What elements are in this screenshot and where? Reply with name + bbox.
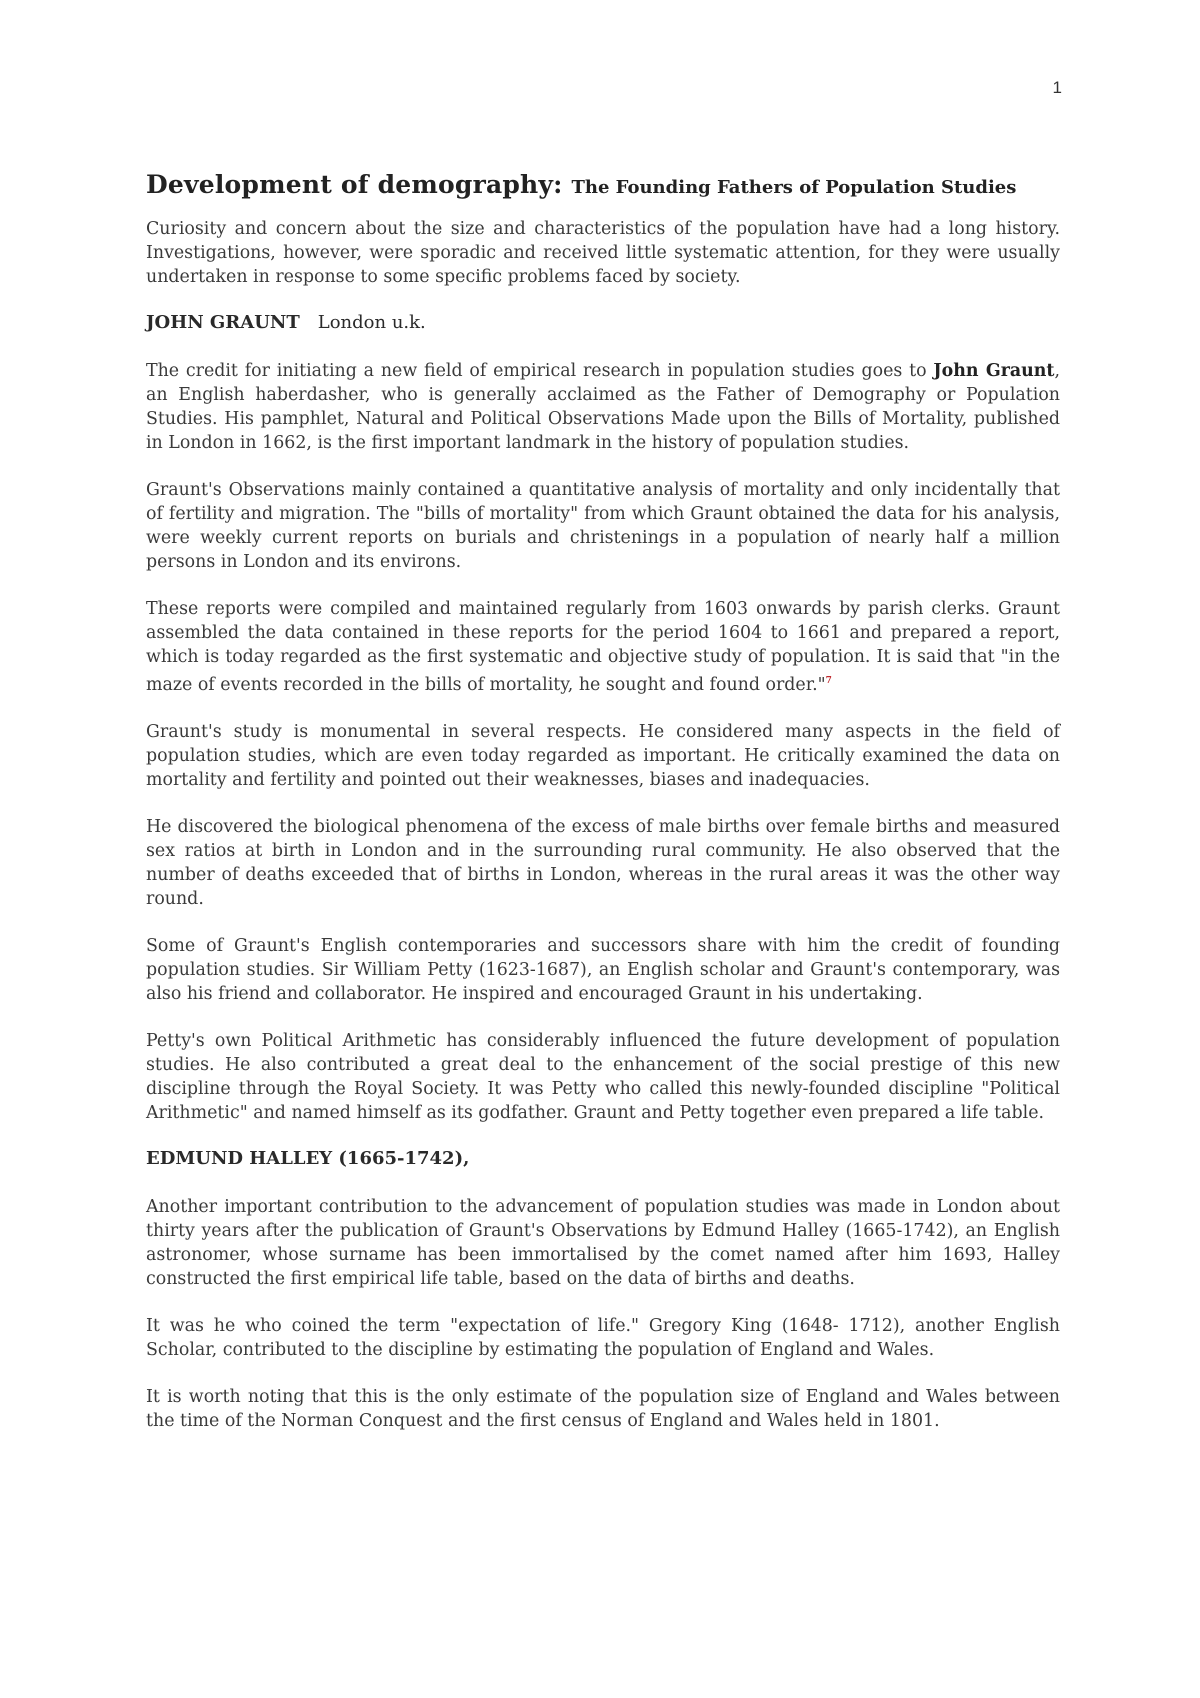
section-heading-graunt-name: JOHN GRAUNT	[146, 312, 300, 333]
graunt-paragraph-7: Petty's own Political Arithmetic has considerably influenced the future development of population studies. He also contributed a great deal to the enhancement of the social prestige of this new discipline through the Royal Society. It was Petty who called this newly-founded discipline "Political Arithmetic" and named himself as its godfather. Graunt and Petty together even prepared a life table.	[146, 1030, 1060, 1123]
footnote-reference[interactable]: 7	[825, 676, 832, 686]
section-heading-halley: EDMUND HALLEY (1665-1742),	[146, 1147, 470, 1169]
graunt-p3-text: These reports were compiled and maintained regularly from 1603 onwards by parish clerks. Graunt assembled the data contained in these reports for the period 1604 to 1661 and prepared a report, which is today regarded as the first systematic and objective study of population. It is said that "in the maze of events recorded in the bills of mortality, he sought and found order."	[146, 599, 1060, 695]
halley-paragraph-3: It is worth noting that this is the only estimate of the population size of England and Wales between the time of the Norman Conquest and the first census of England and Wales held in 1801.	[146, 1386, 1060, 1431]
title-subtitle: The Founding Fathers of Population Studies	[571, 177, 1017, 198]
title-main: Development of demography:	[146, 170, 572, 199]
graunt-p1-before: The credit for initiating a new field of empirical research in population studies goes to	[146, 361, 934, 381]
graunt-paragraph-5: He discovered the biological phenomena of the excess of male births over female births and measured sex ratios at birth in London and in the surrounding rural community. He also observed that the number of deaths exceeded that of births in London, whereas in the rural areas it was the other way round.	[146, 816, 1060, 909]
document-title	[146, 170, 1060, 199]
intro-paragraph: Curiosity and concern about the size and characteristics of the population have had a long history. Investigations, however, were sporadic and received little systematic attention, for they were usually undertaken in response to some specific problems faced by society.	[146, 219, 1060, 287]
graunt-paragraph-3	[146, 597, 1060, 697]
graunt-p1-name: John Graunt	[933, 361, 1055, 381]
document-body	[146, 170, 1060, 1456]
graunt-paragraph-2: Graunt's Observations mainly contained a quantitative analysis of mortality and only incidentally that of fertility and migration. The "bills of mortality" from which Graunt obtained the data for his analysis, were weekly current reports on burials and christenings in a population of nearly half a million persons in London and its environs.	[146, 480, 1060, 572]
halley-paragraph-2: It was he who coined the term "expectation of life." Gregory King (1648- 1712), another English Scholar, contributed to the discipline by estimating the population of England and Wales.	[146, 1315, 1060, 1360]
graunt-paragraph-4: Graunt's study is monumental in several respects. He considered many aspects in the field of population studies, which are even today regarded as important. He critically examined the data on mortality and fertility and pointed out their weaknesses, biases and inadequacies.	[146, 721, 1060, 790]
halley-paragraph-1: Another important contribution to the advancement of population studies was made in London about thirty years after the publication of Graunt's Observations by Edmund Halley (1665-1742), an English astronomer, whose surname has been immortalised by the comet named after him 1693, Halley constructed the first empirical life table, based on the data of births and deaths.	[146, 1196, 1060, 1289]
page-number: 1	[1052, 78, 1062, 97]
graunt-p1-after: , an English haberdasher, who is generally acclaimed as the Father of Demography or Population Studies. His pamphlet, Natural and Political Observations Made upon the Bills of Mortality, published in London in 1662, is the first important landmark in the history of population studies.	[146, 361, 1060, 453]
section-heading-graunt-place: London u.k.	[317, 312, 426, 333]
graunt-paragraph-1	[146, 359, 1060, 455]
section-heading-graunt	[146, 312, 1060, 333]
graunt-paragraph-6: Some of Graunt's English contemporaries and successors share with him the credit of founding population studies. Sir William Petty (1623-1687), an English scholar and Graunt's contemporary, was also his friend and collaborator. He inspired and encouraged Graunt in his undertaking.	[146, 935, 1060, 1004]
